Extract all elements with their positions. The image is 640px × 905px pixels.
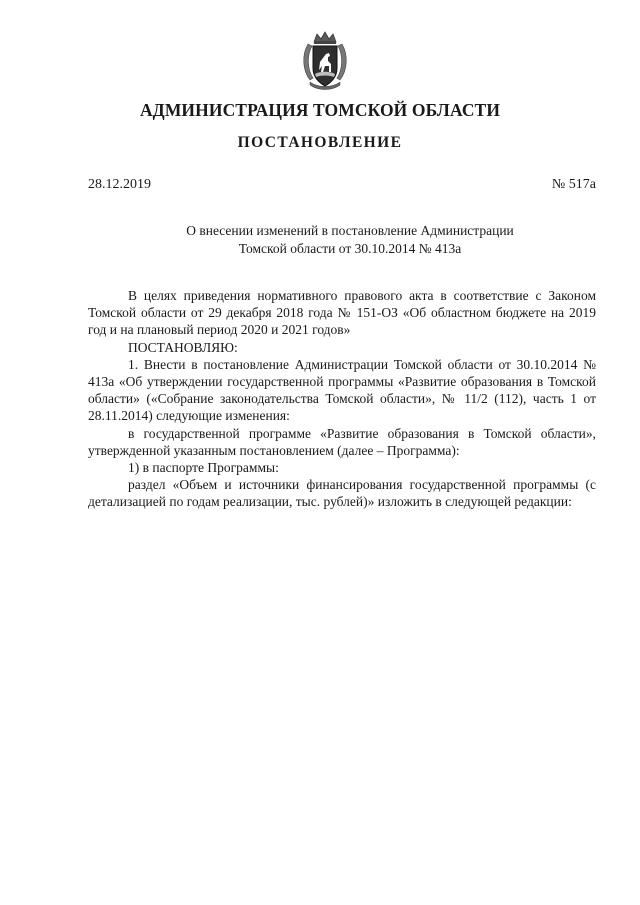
subject-line: Томской области от 30.10.2014 № 413а: [238, 241, 462, 256]
document-type-title: ПОСТАНОВЛЕНИЕ: [237, 134, 403, 151]
document-subject: [110, 222, 590, 258]
body-paragraph: раздел «Объем и источники финансирования государственной программы (с детализацией по годам реализации, тыс. рублей)» изложить в следующей редакции:: [88, 477, 596, 510]
coat-of-arms-emblem: [300, 30, 350, 92]
tomsk-region-coat-of-arms-icon: [300, 30, 350, 92]
subject-line: О внесении изменений в постановление Администрации: [186, 223, 514, 238]
document-number: № 517а: [551, 177, 596, 192]
body-paragraph: В целях приведения нормативного правового акта в соответствие с Законом Томской области от 29 декабря 2018 года № 151-ОЗ «Об областном бюджете на 2019 год и на плановый период 2020 и 2021 годов»: [88, 288, 596, 338]
organization-title: АДМИНИСТРАЦИЯ ТОМСКОЙ ОБЛАСТИ: [139, 100, 501, 120]
document-body: [88, 287, 596, 511]
body-paragraph: 1) в паспорте Программы:: [128, 460, 279, 476]
body-paragraph: в государственной программе «Развитие образования в Томской области», утвержденной указанным постановлением (далее – Программа):: [88, 425, 596, 458]
document-date: 28.12.2019: [88, 177, 151, 192]
resolution-keyword: ПОСТАНОВЛЯЮ:: [128, 339, 238, 355]
body-paragraph: 1. Внести в постановление Администрации Томской области от 30.10.2014 № 413а «Об утверждении государственной программы «Развитие образования в Томской области» («Собрание законодательства Томской области», № 11/2 (112), часть 1 от 28.11.2014) следующие изменения:: [88, 356, 596, 424]
